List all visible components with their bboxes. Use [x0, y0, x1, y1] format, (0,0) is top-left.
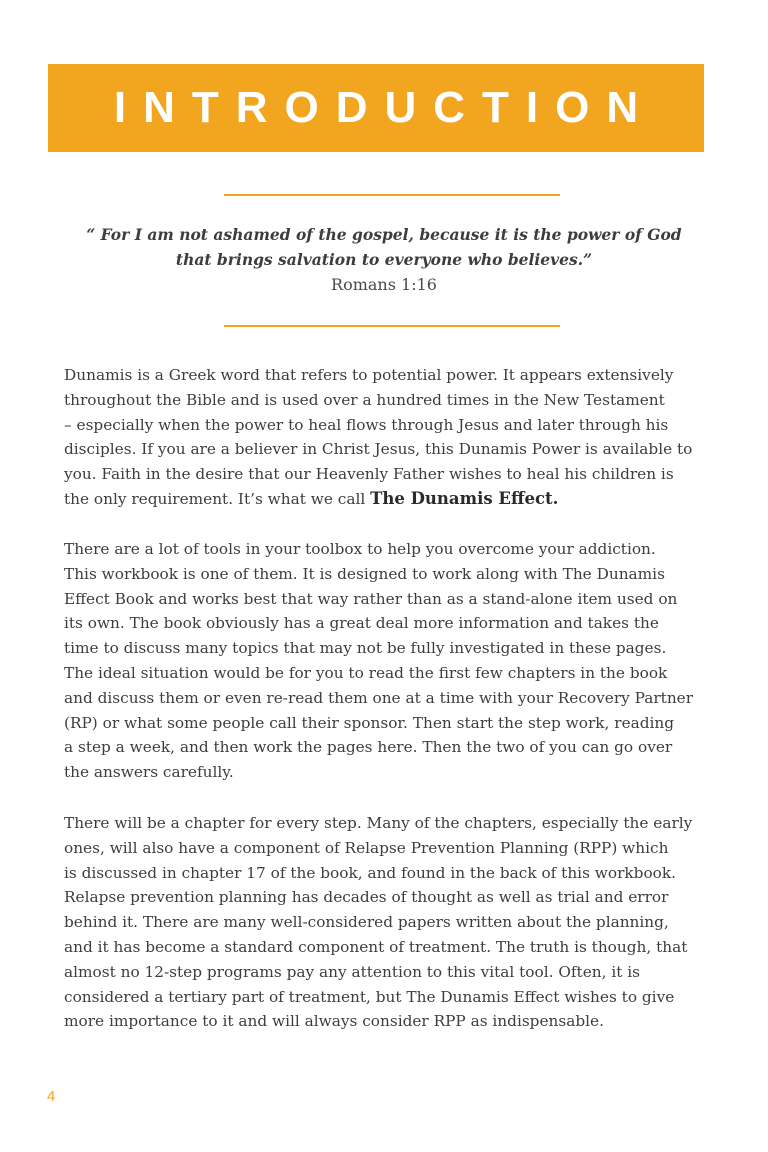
page-title: INTRODUCTION — [113, 83, 656, 132]
text-line: Relapse prevention planning has decades of thought as well as trial and error — [64, 888, 669, 907]
text-line: the answers carefully. — [64, 763, 234, 782]
text-line: – especially when the power to heal flows through Jesus and later through his — [64, 415, 669, 434]
scripture-quote — [64, 222, 704, 298]
text-line: There will be a chapter for every step. Many of the chapters, especially the early — [64, 814, 693, 832]
quote-source: Romans 1:16 — [331, 275, 437, 294]
paragraph-2 — [64, 537, 720, 785]
text-line: ones, will also have a component of Relapse Prevention Planning (RPP) which — [64, 838, 669, 857]
text-line: is discussed in chapter 17 of the book, and found in the back of this workbook. — [64, 863, 677, 882]
text-line: disciples. If you are a believer in Christ Jesus, this Dunamis Power is available to — [64, 440, 693, 459]
text-line: Effect Book and works best that way rather than as a stand-alone item used on — [64, 589, 678, 608]
text-line-prefix: the only requirement. It’s what we call — [64, 489, 371, 508]
divider-top — [224, 194, 560, 196]
page-number: 4 — [47, 1088, 56, 1105]
text-line: (RP) or what some people call their sponsor. Then start the step work, reading — [64, 713, 675, 732]
text-line: almost no 12-step programs pay any attention to this vital tool. Often, it is — [64, 962, 640, 981]
text-line-last — [64, 487, 720, 512]
dunamis-effect-emphasis: The Dunamis Effect. — [370, 488, 559, 508]
text-line: and discuss them or even re-read them one at a time with your Recovery Partner — [64, 688, 694, 707]
text-line: its own. The book obviously has a great deal more information and takes the — [64, 614, 659, 633]
text-line: behind it. There are many well-considered papers written about the planning, — [64, 913, 669, 932]
text-line: a step a week, and then work the pages here. Then the two of you can go over — [64, 738, 673, 757]
text-line: The ideal situation would be for you to read the first few chapters in the book — [64, 663, 668, 682]
text-line: and it has become a standard component of treatment. The truth is though, that — [64, 937, 688, 956]
text-line: considered a tertiary part of treatment, but The Dunamis Effect wishes to give — [64, 987, 675, 1006]
quote-line-2: that brings salvation to everyone who believes.” — [175, 250, 593, 269]
text-line: Dunamis is a Greek word that refers to potential power. It appears extensively — [64, 366, 674, 384]
quote-line-1: “ For I am not ashamed of the gospel, because it is the power of God — [86, 225, 682, 244]
text-line: more importance to it and will always consider RPP as indispensable. — [64, 1012, 604, 1031]
text-line: There are a lot of tools in your toolbox to help you overcome your addiction. — [64, 540, 656, 558]
divider-bottom — [224, 325, 560, 327]
text-line: time to discuss many topics that may not be fully investigated in these pages. — [64, 639, 667, 658]
text-line: throughout the Bible and is used over a hundred times in the New Testament — [64, 390, 665, 409]
paragraph-1 — [64, 363, 720, 512]
text-line: This workbook is one of them. It is designed to work along with The Dunamis — [64, 564, 665, 583]
title-banner — [48, 64, 704, 152]
paragraph-3 — [64, 811, 720, 1034]
text-line: you. Faith in the desire that our Heavenly Father wishes to heal his children is — [64, 465, 674, 484]
